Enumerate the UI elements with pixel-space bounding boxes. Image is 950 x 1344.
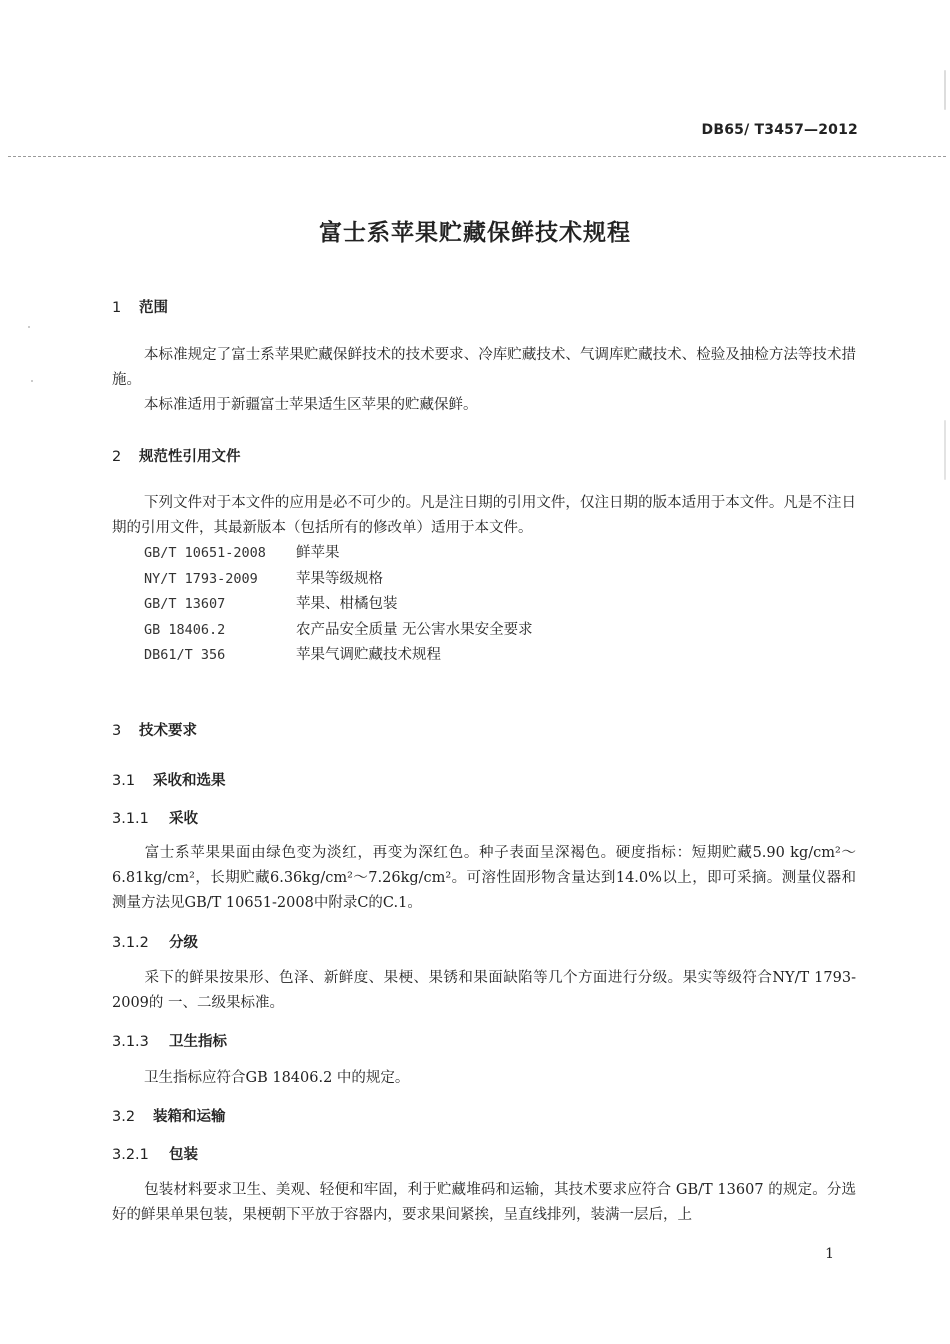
section-1-heading bbox=[112, 296, 168, 317]
reference-code: DB61/T 356 bbox=[144, 647, 226, 664]
section-3-1-1-paragraph bbox=[112, 841, 856, 916]
reference-name: 苹果、柑橘包装 bbox=[296, 596, 398, 613]
section-3-1-2-paragraph bbox=[112, 966, 856, 1016]
reference-item bbox=[144, 592, 533, 618]
reference-code: GB/T 13607 bbox=[144, 596, 226, 613]
document-title: 富士系苹果贮藏保鲜技术规程 bbox=[319, 220, 631, 246]
paragraph-text: 采下的鲜果按果形、色泽、新鲜度、果梗、果锈和果面缺陷等几个方面进行分级。果实等级符合NY/T 1793-2009的 一、二级果标准。 bbox=[112, 970, 856, 1011]
paragraph-text: 本标准规定了富士系苹果贮藏保鲜技术的技术要求、冷库贮藏技术、气调库贮藏技术、检验及抽检方法等技术措施。 bbox=[112, 347, 856, 388]
section-title: 分级 bbox=[169, 935, 198, 951]
reference-name: 苹果气调贮藏技术规程 bbox=[296, 647, 441, 664]
page-number: 1 bbox=[825, 1246, 834, 1262]
scan-edge-mark bbox=[944, 420, 946, 480]
section-number: 3 bbox=[112, 723, 122, 739]
paragraph-text: 卫生指标应符合GB 18406.2 中的规定。 bbox=[144, 1070, 410, 1086]
standard-code: DB65/ T3457—2012 bbox=[701, 122, 858, 138]
section-number: 3.2 bbox=[112, 1109, 136, 1125]
section-number: 3.1.3 bbox=[112, 1034, 149, 1050]
section-title: 技术要求 bbox=[139, 723, 197, 739]
section-title: 规范性引用文件 bbox=[139, 449, 241, 465]
reference-name: 鲜苹果 bbox=[296, 545, 340, 561]
section-title: 装箱和运输 bbox=[153, 1109, 226, 1125]
header-divider bbox=[8, 156, 946, 157]
paragraph-text: 下列文件对于本文件的应用是必不可少的。凡是注日期的引用文件，仅注日期的版本适用于本文件。凡是不注日期的引用文件，其最新版本（包括所有的修改单）适用于本文件。 bbox=[112, 495, 856, 536]
section-1-paragraph-2 bbox=[112, 393, 856, 418]
section-number: 3.1.2 bbox=[112, 935, 149, 951]
section-title: 采收 bbox=[169, 811, 198, 827]
section-number: 3.1 bbox=[112, 773, 136, 789]
paragraph-text: 包装材料要求卫生、美观、轻便和牢固，利于贮藏堆码和运输，其技术要求应符合 GB/T 13607 的规定。分选好的鲜果单果包装，果梗朝下平放于容器内，要求果间紧挨，呈直线排列，装满一层后，上 bbox=[112, 1182, 856, 1223]
reference-code: GB/T 10651-2008 bbox=[144, 545, 266, 561]
section-3-1-3-paragraph bbox=[112, 1066, 856, 1091]
section-3-1-heading bbox=[112, 769, 226, 790]
scan-speck bbox=[28, 326, 30, 328]
reference-item bbox=[144, 567, 533, 593]
reference-item bbox=[144, 541, 533, 567]
section-number: 3.2.1 bbox=[112, 1147, 149, 1163]
scan-speck bbox=[31, 380, 33, 382]
reference-list bbox=[144, 541, 533, 669]
section-3-2-heading bbox=[112, 1105, 226, 1126]
section-number: 1 bbox=[112, 300, 122, 316]
section-1-paragraph-1 bbox=[112, 343, 856, 393]
section-3-1-1-heading bbox=[112, 807, 198, 828]
section-2-paragraph bbox=[112, 491, 856, 541]
reference-name: 苹果等级规格 bbox=[296, 570, 383, 587]
section-title: 包装 bbox=[169, 1147, 198, 1163]
section-title: 范围 bbox=[139, 300, 168, 316]
section-3-heading bbox=[112, 719, 197, 740]
reference-name: 农产品安全质量 无公害水果安全要求 bbox=[296, 621, 533, 638]
section-number: 2 bbox=[112, 449, 122, 465]
section-3-1-3-heading bbox=[112, 1030, 227, 1051]
paragraph-text: 富士系苹果果面由绿色变为淡红，再变为深红色。种子表面呈深褐色。硬度指标：短期贮藏5.90 kg/cm²～6.81kg/cm²，长期贮藏6.36kg/cm²～7.26kg/cm²。可溶性固形物含量达到14.0%以上，即可采摘。测量仪器和测量方法见GB/T 10651-2008中附录C的C.1。 bbox=[112, 845, 856, 911]
section-2-heading bbox=[112, 445, 241, 466]
scan-edge-mark bbox=[944, 70, 946, 110]
reference-item bbox=[144, 618, 533, 644]
reference-item bbox=[144, 643, 533, 669]
reference-code: NY/T 1793-2009 bbox=[144, 570, 258, 587]
section-3-2-1-heading bbox=[112, 1143, 198, 1164]
section-3-2-1-paragraph bbox=[112, 1178, 856, 1228]
reference-code: GB 18406.2 bbox=[144, 621, 226, 638]
section-3-1-2-heading bbox=[112, 931, 198, 952]
section-title: 采收和选果 bbox=[153, 773, 226, 789]
section-title: 卫生指标 bbox=[169, 1034, 227, 1050]
section-number: 3.1.1 bbox=[112, 811, 149, 827]
paragraph-text: 本标准适用于新疆富士苹果适生区苹果的贮藏保鲜。 bbox=[144, 397, 478, 413]
